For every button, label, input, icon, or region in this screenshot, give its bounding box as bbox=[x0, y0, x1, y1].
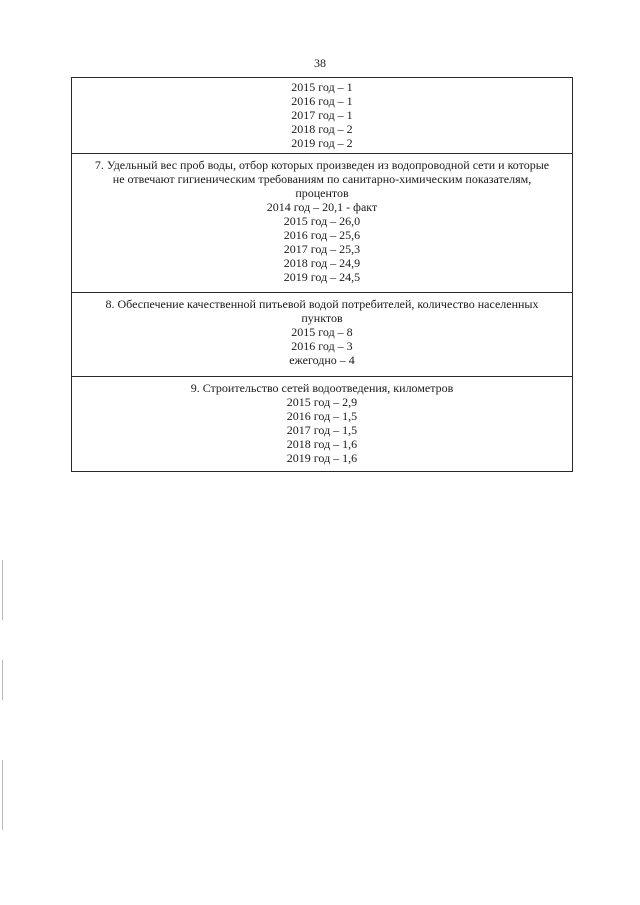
value-line: 2017 год – 25,3 bbox=[283, 242, 361, 256]
scan-edge-mark bbox=[2, 660, 3, 700]
indicators-table bbox=[71, 77, 573, 472]
table-row bbox=[72, 377, 572, 471]
table-row bbox=[72, 293, 572, 377]
page-number: 38 bbox=[314, 56, 326, 70]
value-line: 2018 год – 2 bbox=[291, 122, 353, 136]
table-row bbox=[72, 154, 572, 293]
value-line: 2015 год – 1 bbox=[291, 80, 353, 94]
indicator-title-line: 8. Обеспечение качественной питьевой водой потребителей, количество населенных bbox=[105, 297, 539, 311]
value-line: 2015 год – 2,9 bbox=[286, 395, 358, 409]
value-line: ежегодно – 4 bbox=[289, 353, 355, 367]
value-line: 2019 год – 1,6 bbox=[286, 451, 358, 465]
value-line: 2016 год – 3 bbox=[291, 339, 353, 353]
value-line: 2016 год – 1 bbox=[291, 94, 353, 108]
value-line: 2018 год – 24,9 bbox=[283, 256, 361, 270]
value-line: 2014 год – 20,1 - факт bbox=[266, 200, 378, 214]
indicator-title-line: процентов bbox=[295, 186, 349, 200]
value-line: 2017 год – 1 bbox=[291, 108, 353, 122]
table-row bbox=[72, 78, 572, 154]
value-line: 2018 год – 1,6 bbox=[286, 437, 358, 451]
value-line: 2016 год – 25,6 bbox=[283, 228, 361, 242]
scan-edge-mark bbox=[2, 560, 3, 620]
indicator-title-line: 7. Удельный вес проб воды, отбор которых произведен из водопроводной сети и которые bbox=[94, 158, 550, 172]
value-line: 2019 год – 2 bbox=[291, 136, 353, 150]
indicator-title-line: 9. Строительство сетей водоотведения, километров bbox=[190, 381, 454, 395]
scan-edge-mark bbox=[2, 760, 3, 830]
value-line: 2015 год – 8 bbox=[291, 325, 353, 339]
indicator-title-line: пунктов bbox=[301, 311, 343, 325]
value-line: 2017 год – 1,5 bbox=[286, 423, 358, 437]
indicator-title-line: не отвечают гигиеническим требованиям по санитарно-химическим показателям, bbox=[112, 172, 532, 186]
value-line: 2016 год – 1,5 bbox=[286, 409, 358, 423]
value-line: 2015 год – 26,0 bbox=[283, 214, 361, 228]
value-line: 2019 год – 24,5 bbox=[283, 270, 361, 284]
